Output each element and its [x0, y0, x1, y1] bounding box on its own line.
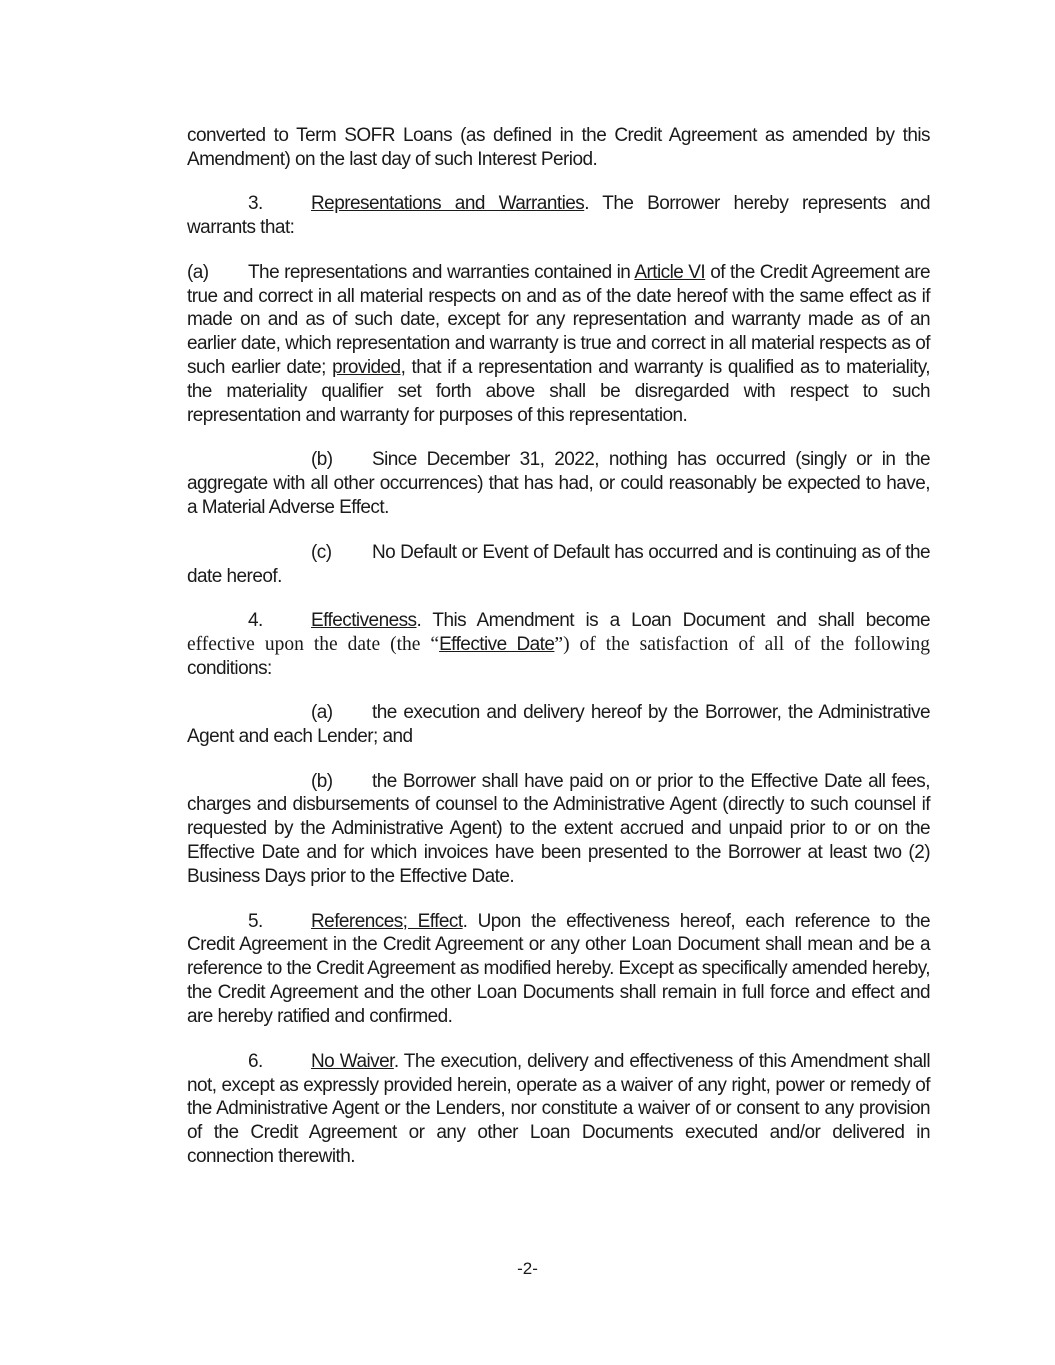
section-number: 5.	[248, 910, 263, 932]
section-text: . The execution, delivery and effectiveness of this Amendment shall not, except as expressly provided herein, operate as a waiver of any right, power or remedy of the Administrative Agent or the Lenders, nor constitute a waiver of or consent to any provision of the Credit Agreement or any other Loan Documents executed and/or delivered in connection therewith.	[187, 1050, 930, 1168]
section-3b-paragraph	[187, 448, 930, 520]
defined-term-effective-date: Effective Date	[439, 633, 555, 655]
item-text: of the Credit Agreement are true and correct in all material respects on and as of the date hereof with the same effect as if made on and as of such date, except for any representation and warranty made as of an earlier date, which representation and warranty is true and correct in all material respects as of such earlier date;	[187, 261, 930, 379]
section-number: 3.	[248, 193, 263, 215]
section-text: ”) of the satisfaction of all of the following	[554, 633, 930, 655]
provided-term: provided	[332, 357, 401, 379]
section-3a-paragraph	[187, 261, 930, 428]
article-reference: Article VI	[634, 261, 706, 283]
section-4-paragraph	[187, 609, 930, 681]
item-label: (b)	[311, 770, 333, 792]
section-6-paragraph	[187, 1050, 930, 1170]
section-3c-paragraph	[187, 541, 930, 589]
section-5-paragraph	[187, 910, 930, 1030]
section-3-paragraph	[187, 192, 930, 240]
item-text: the Borrower shall have paid on or prior to the Effective Date all fees, charges and disbursements of counsel to the Administrative Agent (directly to such counsel if requested by the Administrative Agent) to the extent accrued and unpaid prior to or on the Effective Date and for which invoices have been presented to the Borrower at least two (2) Business Days prior to the Effective Date.	[187, 770, 930, 888]
item-text: , that if a representation and warranty is qualified as to materiality, the materiality qualifier set forth above shall be disregarded with respect to such representation and warranty for purposes of this representation.	[187, 357, 930, 427]
item-label: (a)	[311, 702, 333, 724]
section-4b-paragraph	[187, 770, 930, 890]
section-text: effective upon the date (the “	[187, 633, 440, 655]
item-text: the execution and delivery hereof by the Borrower, the Administrative Agent and each Lender; and	[187, 702, 930, 748]
page-number: -2-	[517, 1259, 538, 1278]
continuation-paragraph: converted to Term SOFR Loans (as defined in the Credit Agreement as amended by this Amendment) on the last day of such Interest Period.	[187, 125, 930, 170]
section-4a-paragraph	[187, 701, 930, 749]
item-label: (a)	[187, 261, 209, 283]
section-number: 4.	[248, 610, 263, 631]
section-number: 6.	[248, 1050, 263, 1072]
section-text: . The Borrower hereby represents and warrants that:	[187, 193, 930, 239]
section-heading: Effectiveness	[311, 610, 417, 631]
item-text: The representations and warranties contained in	[248, 261, 635, 283]
item-text: No Default or Event of Default has occurred and is continuing as of the date hereof.	[187, 541, 930, 587]
section-heading: No Waiver	[311, 1050, 394, 1072]
section-text: . This Amendment is a Loan Document and shall become	[416, 610, 930, 631]
section-text: . Upon the effectiveness hereof, each reference to the Credit Agreement in the Credit Agreement or any other Loan Document shall mean and be a reference to the Credit Agreement as modified hereby. Except as specifically amended hereby, the Credit Agreement and the other Loan Documents shall remain in full force and effect and are hereby ratified and confirmed.	[187, 910, 930, 1028]
section-text: conditions:	[187, 657, 272, 679]
item-label: (b)	[311, 449, 333, 471]
item-text: Since December 31, 2022, nothing has occurred (singly or in the aggregate with all other occurrences) that has had, or could reasonably be expected to have, a Material Adverse Effect.	[187, 449, 930, 519]
item-label: (c)	[311, 541, 332, 563]
document-page	[187, 124, 930, 1190]
section-heading: References; Effect	[311, 910, 463, 932]
section-heading: Representations and Warranties	[311, 193, 585, 215]
